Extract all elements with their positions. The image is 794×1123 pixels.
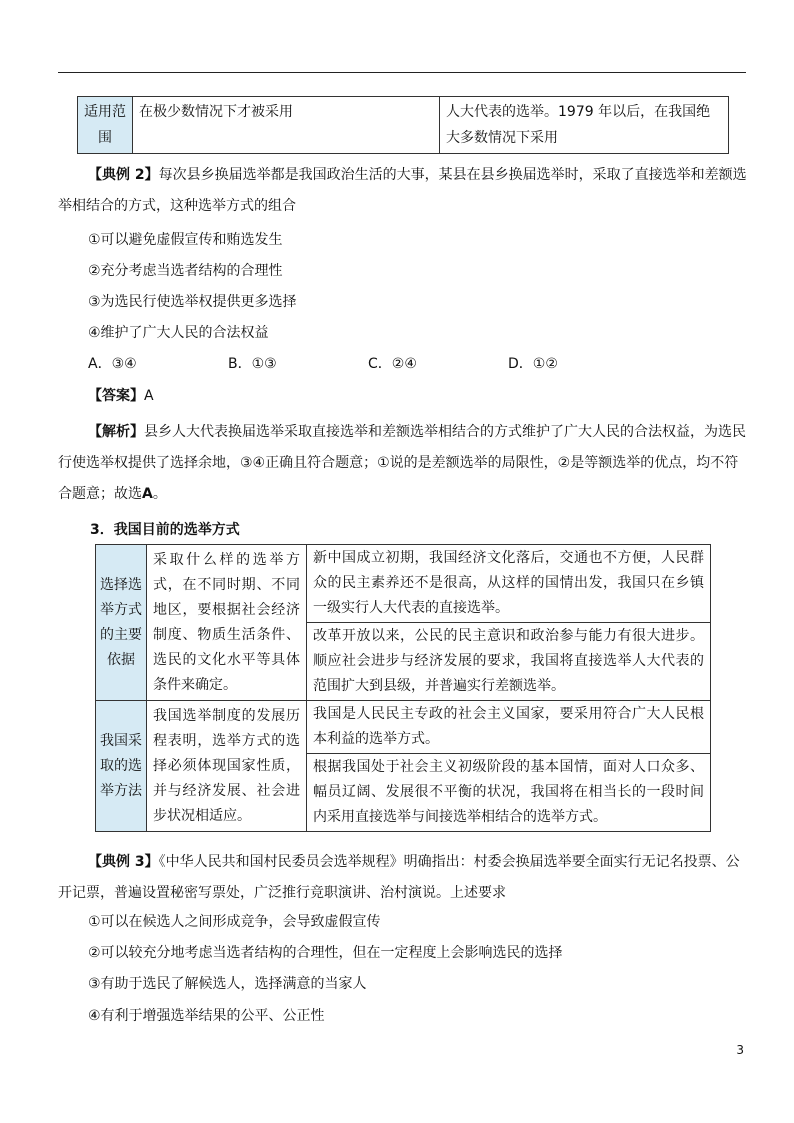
- page-number: 3: [736, 1043, 744, 1057]
- table-row: [96, 545, 711, 623]
- example2-item-4: ④维护了广大人民的合法权益: [88, 325, 269, 341]
- example3-item-2: ②可以较充分地考虑当选者结构的合理性，但在一定程度上会影响选民的选择: [88, 945, 563, 961]
- scope-label: 适用范围: [78, 97, 133, 154]
- example3-item-4: ④有利于增强选举结果的公平、公正性: [88, 1008, 325, 1024]
- row2-right-1: 我国是人民民主专政的社会主义国家，要采用符合广大人民根本利益的选举方式。: [307, 701, 711, 754]
- row1-right-2: 改革开放以来，公民的民主意识和政治参与能力有很大进步。顺应社会进步与经济发展的要求，我国将直接选举人大代表的范围扩大到县级，并普遍实行差额选举。: [307, 623, 711, 701]
- example2-item-2: ②充分考虑当选者结构的合理性: [88, 263, 283, 279]
- table-row: [96, 701, 711, 754]
- scope-table: [77, 96, 729, 154]
- row1-right-1: 新中国成立初期，我国经济文化落后，交通也不方便，人民群众的民主素养还不是很高，从这样的国情出发，我国只在乡镇一级实行人大代表的直接选举。: [307, 545, 711, 623]
- choice-b: B．①③: [228, 356, 277, 372]
- table-row: [78, 97, 729, 154]
- example2-item-3: ③为选民行使选举权提供更多选择: [88, 294, 297, 310]
- example3-stem: 【典例 3】《中华人民共和国村民委员会选举规程》明确指出：村委会换届选举要全面实行无记名投票、公开记票，普遍设置秘密写票处，广泛推行竞职演讲、治村演说。上述要求: [58, 854, 740, 901]
- example3-item-3: ③有助于选民了解候选人，选择满意的当家人: [88, 976, 367, 992]
- example2-stem: 【典例 2】每次县乡换届选举都是我国政治生活的大事，某县在县乡换届选举时，采取了直接选举和差额选举相结合的方式，这种选举方式的组合: [58, 167, 747, 214]
- choice-c: C．②④: [368, 356, 417, 372]
- example2-analysis: 【解析】县乡人大代表换届选举采取直接选举和差额选举相结合的方式维护了广大人民的合法权益，为选民行使选举权提供了选择余地，③④正确且符合题意；①说的是差额选举的局限性，②是等额选举的优点，均不符合题意；故选A。: [58, 424, 746, 502]
- row1-head: 选择选举方式的主要依据: [96, 545, 147, 701]
- example2-item-1: ①可以避免虚假宣传和贿选发生: [88, 232, 283, 248]
- row2-right-2: 根据我国处于社会主义初级阶段的基本国情，面对人口众多、幅员辽阔、发展很不平衡的状况，我国将在相当长的一段时间内采用直接选举与间接选举相结合的选举方式。: [307, 754, 711, 832]
- example3-item-1: ①可以在候选人之间形成竞争，会导致虚假宣传: [88, 914, 381, 930]
- row2-head: 我国采取的选举方法: [96, 701, 147, 832]
- section-title: 3．我国目前的选举方式: [90, 522, 240, 538]
- row1-middle: 采取什么样的选举方式，在不同时期、不同地区，要根据社会经济制度、物质生活条件、选民的文化水平等具体条件来确定。: [147, 545, 307, 701]
- choice-d: D．①②: [508, 356, 558, 372]
- example2-answer: 【答案】A: [88, 388, 154, 404]
- header-rule: [58, 72, 746, 73]
- scope-col-direct: 人大代表的选举。1979 年以后，在我国绝大多数情况下采用: [440, 97, 729, 154]
- election-method-table: [95, 544, 711, 832]
- scope-col-indirect: 在极少数情况下才被采用: [133, 97, 440, 154]
- row2-middle: 我国选举制度的发展历程表明，选举方式的选择必须体现国家性质，并与经济发展、社会进步状况相适应。: [147, 701, 307, 832]
- choice-a: A．③④: [88, 356, 137, 372]
